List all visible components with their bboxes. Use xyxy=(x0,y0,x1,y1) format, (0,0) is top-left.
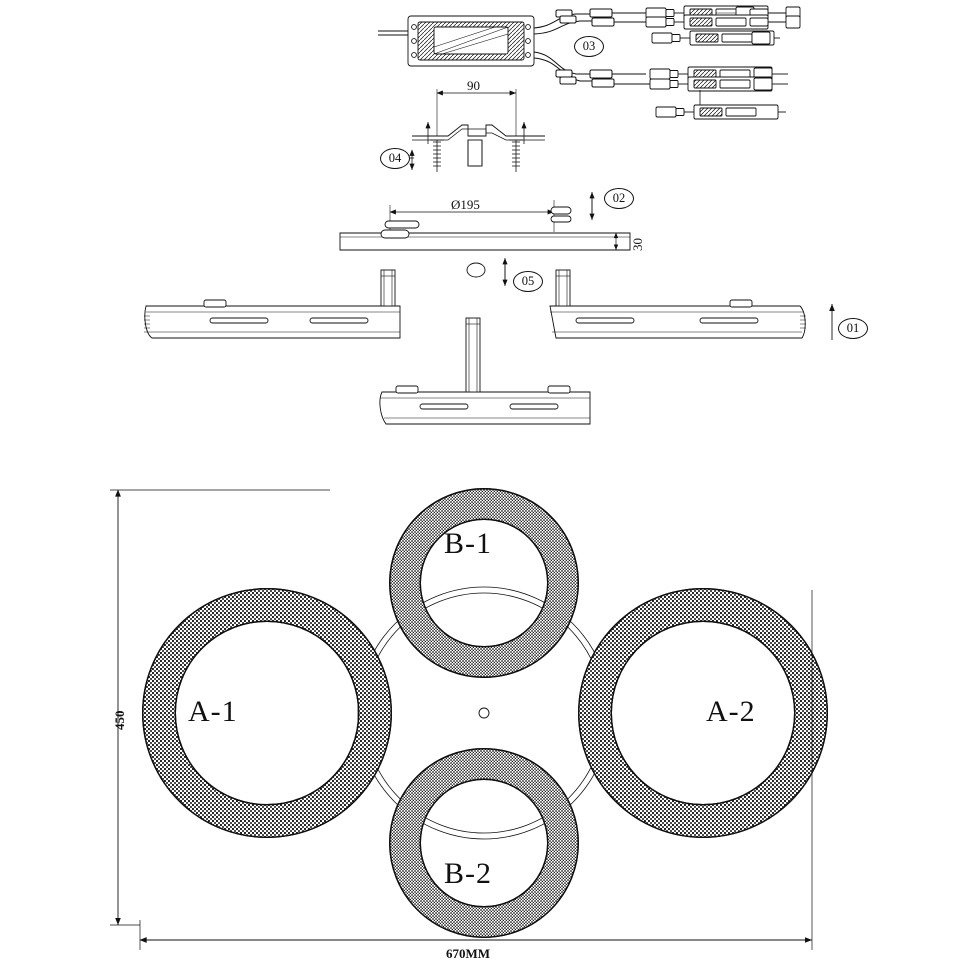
dimension-plate-thickness: 30 xyxy=(630,238,645,251)
dimension-bracket-hole-spacing: 90 xyxy=(467,78,480,93)
dimension-overall-width: 670MM xyxy=(446,946,491,961)
dimension-plate-diameter: Ø195 xyxy=(451,197,480,212)
ring-label-a-1: A-1 xyxy=(188,695,238,728)
ring-label-b-1: B-1 xyxy=(444,527,492,560)
callout-05: 05 xyxy=(513,271,543,292)
arm-bar-right xyxy=(550,270,832,340)
ring-a-1 xyxy=(143,589,392,838)
canopy-plate xyxy=(340,192,630,250)
led-strip-group-lower xyxy=(612,67,788,119)
driver-box xyxy=(378,16,534,66)
dimension-overall-height: 450 xyxy=(112,710,127,730)
callout-04: 04 xyxy=(380,148,410,169)
ring-b-2 xyxy=(390,749,579,938)
callout-03: 03 xyxy=(574,36,604,57)
ring-a-2 xyxy=(579,589,828,838)
callout-01: 01 xyxy=(838,318,868,339)
arm-bar-left xyxy=(144,270,400,338)
ring-nut xyxy=(467,258,505,286)
callout-02: 02 xyxy=(604,188,634,209)
led-strip-group-upper xyxy=(612,6,800,45)
mounting-bracket xyxy=(405,89,545,172)
ring-b-1 xyxy=(390,489,579,678)
ring-label-a-2: A-2 xyxy=(706,695,756,728)
ring-label-b-2: B-2 xyxy=(444,857,492,890)
